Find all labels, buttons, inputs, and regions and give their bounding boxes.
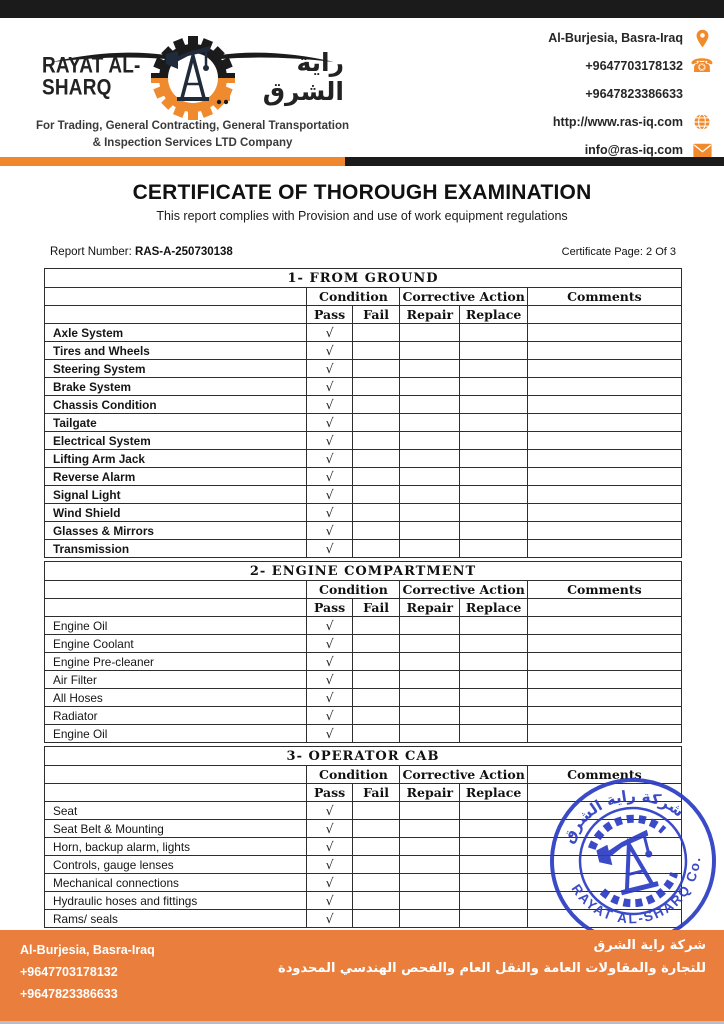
repair-cell (400, 671, 460, 689)
pass-mark: √ (307, 856, 352, 874)
pass-mark: √ (307, 432, 352, 450)
fail-cell (352, 856, 400, 874)
table-row (45, 396, 682, 414)
replace-cell (460, 324, 528, 342)
table-row (45, 725, 682, 743)
header-divider-orange (0, 157, 345, 166)
header-corrective-action: Corrective Action (400, 288, 527, 306)
repair-cell (400, 360, 460, 378)
repair-cell (400, 689, 460, 707)
fail-cell (352, 486, 400, 504)
header-repair: Repair (400, 784, 460, 802)
pass-mark: √ (307, 468, 352, 486)
item-name: Electrical System (45, 432, 307, 450)
replace-cell (460, 874, 528, 892)
table-row (45, 707, 682, 725)
fail-cell (352, 653, 400, 671)
repair-cell (400, 617, 460, 635)
fail-cell (352, 838, 400, 856)
replace-cell (460, 504, 528, 522)
repair-cell (400, 707, 460, 725)
table-row (45, 360, 682, 378)
item-name: Seat (45, 802, 307, 820)
repair-cell (400, 432, 460, 450)
footer-contact-block (20, 940, 155, 1006)
comments-cell (527, 540, 681, 558)
pass-mark: √ (307, 653, 352, 671)
replace-cell (460, 450, 528, 468)
comments-cell (527, 617, 681, 635)
table-row (45, 617, 682, 635)
fail-cell (352, 414, 400, 432)
header-comments-empty (527, 599, 681, 617)
pass-mark: √ (307, 820, 352, 838)
item-name: Mechanical connections (45, 874, 307, 892)
header-condition: Condition (307, 581, 400, 599)
contact-address: Al-Burjesia, Basra-Iraq (548, 31, 683, 45)
table-row (45, 342, 682, 360)
fail-cell (352, 874, 400, 892)
pass-mark: √ (307, 874, 352, 892)
footer-address: Al-Burjesia, Basra-Iraq (20, 943, 155, 957)
replace-cell (460, 671, 528, 689)
fail-cell (352, 342, 400, 360)
certificate-page-block (562, 246, 676, 258)
header-condition: Condition (307, 766, 400, 784)
pass-mark: √ (307, 689, 352, 707)
header-repair: Repair (400, 599, 460, 617)
replace-cell (460, 468, 528, 486)
contact-phone2-row (452, 80, 712, 108)
item-name: Hydraulic hoses and fittings (45, 892, 307, 910)
item-name: Tires and Wheels (45, 342, 307, 360)
contact-website[interactable]: http://www.ras-iq.com (552, 115, 683, 129)
tagline-line1: For Trading, General Contracting, General Transportation (35, 120, 350, 132)
header-corrective-action: Corrective Action (400, 766, 527, 784)
replace-cell (460, 802, 528, 820)
pass-mark: √ (307, 504, 352, 522)
fail-cell (352, 707, 400, 725)
repair-cell (400, 540, 460, 558)
header-fail: Fail (352, 784, 400, 802)
fail-cell (352, 360, 400, 378)
company-name-en: RAYAT AL-SHARQ (42, 54, 141, 100)
fail-cell (352, 540, 400, 558)
repair-cell (400, 396, 460, 414)
repair-cell (400, 378, 460, 396)
header-replace: Replace (460, 306, 528, 324)
fail-cell (352, 910, 400, 928)
certificate-page-label: Certificate Page: (561, 246, 643, 258)
location-pin-icon (692, 28, 712, 48)
item-name: Wind Shield (45, 504, 307, 522)
report-info-row (50, 246, 676, 258)
fail-cell (352, 892, 400, 910)
item-name: Radiator (45, 707, 307, 725)
item-name: Tailgate (45, 414, 307, 432)
item-name: Horn, backup alarm, lights (45, 838, 307, 856)
repair-cell (400, 486, 460, 504)
header-condition: Condition (307, 288, 400, 306)
inspection-table (44, 561, 682, 743)
fail-cell (352, 378, 400, 396)
table-row (45, 689, 682, 707)
fail-cell (352, 468, 400, 486)
header-pass: Pass (307, 599, 352, 617)
fail-cell (352, 396, 400, 414)
header-comments: Comments (527, 766, 681, 784)
comments-cell (527, 725, 681, 743)
repair-cell (400, 635, 460, 653)
repair-cell (400, 414, 460, 432)
footer-phone1: +9647703178132 (20, 964, 118, 979)
contact-address-row (452, 24, 712, 52)
header (0, 18, 724, 157)
top-black-strip (0, 0, 724, 18)
fail-cell (352, 432, 400, 450)
tagline-line2: & Inspection Services LTD Company (92, 136, 293, 149)
header-divider-bar (0, 157, 724, 166)
comments-cell (527, 522, 681, 540)
replace-cell (460, 396, 528, 414)
replace-cell (460, 342, 528, 360)
repair-cell (400, 342, 460, 360)
comments-cell (527, 414, 681, 432)
replace-cell (460, 360, 528, 378)
header-repair: Repair (400, 306, 460, 324)
pass-mark: √ (307, 838, 352, 856)
contact-phone1-row (452, 52, 712, 80)
fail-cell (352, 671, 400, 689)
table-row (45, 468, 682, 486)
pass-mark: √ (307, 802, 352, 820)
header-pass: Pass (307, 306, 352, 324)
comments-cell (527, 671, 681, 689)
report-number-block (50, 246, 233, 258)
item-name: Signal Light (45, 486, 307, 504)
fail-cell (352, 635, 400, 653)
header-empty (45, 288, 307, 306)
item-name: Axle System (45, 324, 307, 342)
replace-cell (460, 892, 528, 910)
pass-mark: √ (307, 378, 352, 396)
fail-cell (352, 504, 400, 522)
header-replace: Replace (460, 784, 528, 802)
header-empty (45, 766, 307, 784)
pass-mark: √ (307, 671, 352, 689)
pass-mark: √ (307, 396, 352, 414)
stamp-bottom-text: RAYAT AL-SHARQ Co. (568, 855, 704, 927)
replace-cell (460, 725, 528, 743)
comments-cell (527, 378, 681, 396)
contact-phone2: +9647823386633 (585, 87, 683, 101)
header-comments-empty (527, 306, 681, 324)
company-tagline (0, 118, 385, 151)
header-fail: Fail (352, 599, 400, 617)
header-empty (45, 599, 307, 617)
repair-cell (400, 874, 460, 892)
repair-cell (400, 838, 460, 856)
replace-cell (460, 910, 528, 928)
phone2-icon-spacer (692, 84, 712, 104)
replace-cell (460, 414, 528, 432)
contact-website-row (452, 108, 712, 136)
repair-cell (400, 504, 460, 522)
repair-cell (400, 522, 460, 540)
item-name: Engine Coolant (45, 635, 307, 653)
comments-cell (527, 360, 681, 378)
footer-phone2: +9647823386633 (20, 986, 118, 1001)
pass-mark: √ (307, 910, 352, 928)
item-name: Lifting Arm Jack (45, 450, 307, 468)
pass-mark: √ (307, 522, 352, 540)
fail-cell (352, 617, 400, 635)
table-row (45, 432, 682, 450)
section-banner: 3- OPERATOR CAB (45, 747, 682, 766)
pass-mark: √ (307, 360, 352, 378)
report-number-label: Report Number: (50, 246, 132, 258)
pass-mark: √ (307, 342, 352, 360)
header-comments: Comments (527, 581, 681, 599)
comments-cell (527, 468, 681, 486)
replace-cell (460, 707, 528, 725)
table-row (45, 324, 682, 342)
item-name: Engine Oil (45, 725, 307, 743)
repair-cell (400, 910, 460, 928)
repair-cell (400, 892, 460, 910)
replace-cell (460, 838, 528, 856)
replace-cell (460, 378, 528, 396)
header-corrective-action: Corrective Action (400, 581, 527, 599)
table-row (45, 414, 682, 432)
table-row (45, 486, 682, 504)
pass-mark: √ (307, 707, 352, 725)
repair-cell (400, 820, 460, 838)
table-row (45, 522, 682, 540)
table-row (45, 540, 682, 558)
header-replace: Replace (460, 599, 528, 617)
comments-cell (527, 504, 681, 522)
fail-cell (352, 725, 400, 743)
certificate-subtitle: This report complies with Provision and use of work equipment regulations (156, 209, 568, 223)
stamp-gear-pump-icon (587, 811, 679, 911)
pass-mark: √ (307, 486, 352, 504)
section-banner: 1- FROM GROUND (45, 269, 682, 288)
item-name: Engine Pre-cleaner (45, 653, 307, 671)
item-name: Glasses & Mirrors (45, 522, 307, 540)
item-name: Reverse Alarm (45, 468, 307, 486)
item-name: Chassis Condition (45, 396, 307, 414)
replace-cell (460, 856, 528, 874)
replace-cell (460, 635, 528, 653)
comments-cell (527, 450, 681, 468)
repair-cell (400, 450, 460, 468)
fail-cell (352, 689, 400, 707)
item-name: Seat Belt & Mounting (45, 820, 307, 838)
replace-cell (460, 820, 528, 838)
comments-cell (527, 707, 681, 725)
certificate-title: CERTIFICATE OF THOROUGH EXAMINATION (132, 181, 592, 204)
section-banner: 2- ENGINE COMPARTMENT (45, 562, 682, 581)
fail-cell (352, 522, 400, 540)
pass-mark: √ (307, 635, 352, 653)
comments-cell (527, 432, 681, 450)
item-name: Brake System (45, 378, 307, 396)
header-fail: Fail (352, 306, 400, 324)
item-name: Steering System (45, 360, 307, 378)
certificate-page-value: 2 Of 3 (646, 246, 676, 258)
repair-cell (400, 856, 460, 874)
item-name: Transmission (45, 540, 307, 558)
comments-cell (527, 324, 681, 342)
header-comments: Comments (527, 288, 681, 306)
header-pass: Pass (307, 784, 352, 802)
repair-cell (400, 802, 460, 820)
replace-cell (460, 432, 528, 450)
stamp-top-text: شركة راية الشرق (559, 786, 688, 847)
fail-cell (352, 802, 400, 820)
header-empty (45, 581, 307, 599)
header-empty (45, 306, 307, 324)
contact-phone1: +9647703178132 (585, 59, 683, 73)
pass-mark: √ (307, 414, 352, 432)
item-name: Rams/ seals (45, 910, 307, 928)
footer (0, 930, 724, 1021)
globe-icon (692, 112, 712, 132)
table-row (45, 671, 682, 689)
report-number-value: RAS-A-250730138 (135, 246, 233, 258)
pass-mark: √ (307, 725, 352, 743)
footer-company-ar-line1: شركة راية الشرق (593, 938, 706, 953)
table-row (45, 450, 682, 468)
fail-cell (352, 324, 400, 342)
fail-cell (352, 450, 400, 468)
repair-cell (400, 468, 460, 486)
table-row (45, 653, 682, 671)
replace-cell (460, 689, 528, 707)
company-name-ar: راية الشرق (262, 48, 344, 106)
contact-block (452, 24, 712, 164)
table-row (45, 504, 682, 522)
table-row (45, 635, 682, 653)
replace-cell (460, 653, 528, 671)
replace-cell (460, 617, 528, 635)
fail-cell (352, 820, 400, 838)
item-name: Controls, gauge lenses (45, 856, 307, 874)
comments-cell (527, 689, 681, 707)
phone-icon: ☎ (690, 54, 714, 77)
inspection-table (44, 268, 682, 558)
pass-mark: √ (307, 617, 352, 635)
repair-cell (400, 324, 460, 342)
table-row (45, 378, 682, 396)
footer-company-ar-line2: للتجارة والمقاولات العامة والنقل العام والفحص الهندسي المحدودة (278, 961, 706, 976)
repair-cell (400, 653, 460, 671)
item-name: Engine Oil (45, 617, 307, 635)
replace-cell (460, 522, 528, 540)
pass-mark: √ (307, 540, 352, 558)
pass-mark: √ (307, 892, 352, 910)
comments-cell (527, 342, 681, 360)
footer-company-block (278, 938, 706, 976)
comments-cell (527, 635, 681, 653)
item-name: Air Filter (45, 671, 307, 689)
comments-cell (527, 653, 681, 671)
contact-email[interactable]: info@ras-iq.com (584, 143, 683, 157)
repair-cell (400, 725, 460, 743)
comments-cell (527, 396, 681, 414)
pass-mark: √ (307, 324, 352, 342)
header-empty (45, 784, 307, 802)
replace-cell (460, 486, 528, 504)
comments-cell (527, 486, 681, 504)
item-name: All Hoses (45, 689, 307, 707)
pass-mark: √ (307, 450, 352, 468)
replace-cell (460, 540, 528, 558)
